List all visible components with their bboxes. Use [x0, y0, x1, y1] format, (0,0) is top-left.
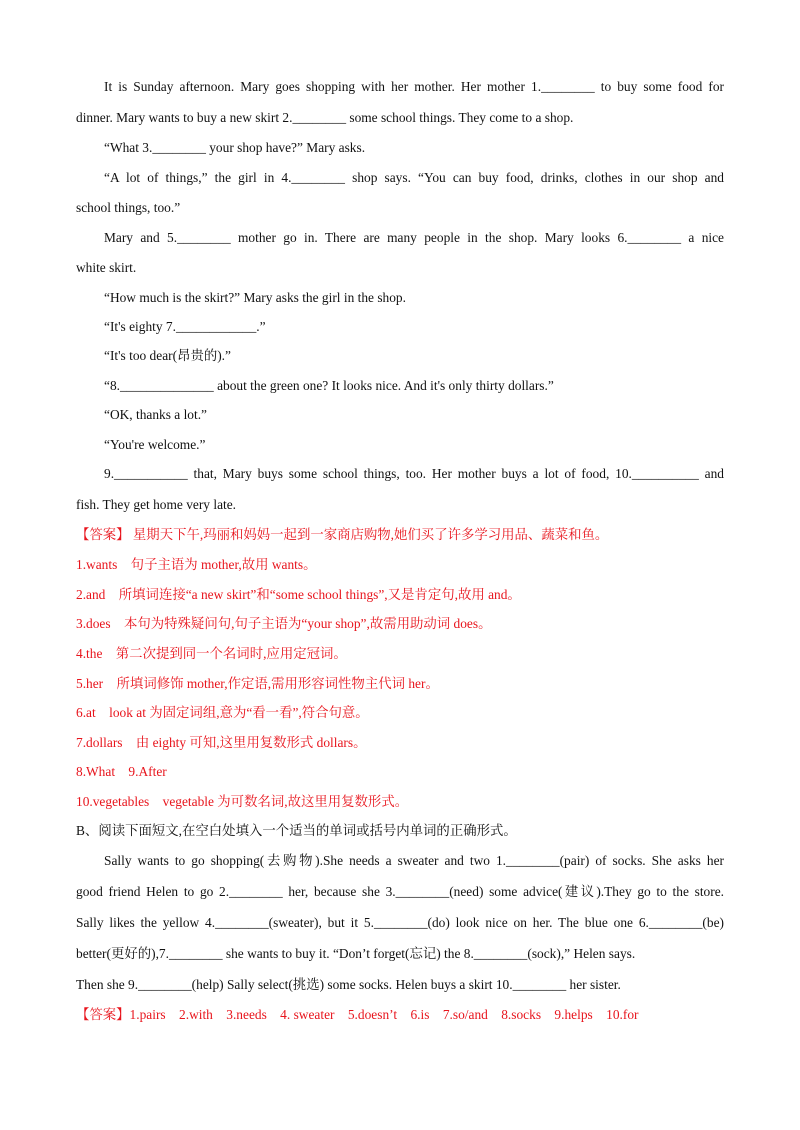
- section-b-answer: 【答案】1.pairs 2.with 3.needs 4. sweater 5.doesn’t 6.is 7.so/and 8.socks 9.helps 10.for: [76, 1007, 639, 1022]
- passage-a-line-9: “It's eighty 7.____________.”: [104, 319, 266, 334]
- section-b-line-2: good friend Helen to go 2.________ her, because she 3.________(need) some advice(建议).They go to the store.: [76, 884, 724, 899]
- answer-a-item-9: 10.vegetables vegetable 为可数名词,故这里用复数形式。: [76, 794, 409, 809]
- passage-a-line-2: dinner. Mary wants to buy a new skirt 2.________ some school things. They come to a shop.: [76, 110, 574, 125]
- passage-a-line-12: “OK, thanks a lot.”: [104, 407, 208, 422]
- answer-a-summary: 【答案】 星期天下午,玛丽和妈妈一起到一家商店购物,她们买了许多学习用品、蔬菜和鱼。: [76, 527, 609, 542]
- section-b-line-4: better(更好的),7.________ she wants to buy it. “Don’t forget(忘记) the 8.________(sock),” Helen says.: [76, 946, 636, 961]
- passage-a-line-10: “It's too dear(昂贵的).”: [104, 348, 231, 363]
- passage-a-line-11: “8.______________ about the green one? It looks nice. And it's only thirty dollars.”: [104, 378, 554, 393]
- section-b-line-3: Sally likes the yellow 4.________(sweater), but it 5.________(do) look nice on her. The blue one 6.________(be): [76, 915, 724, 930]
- passage-a-line-14: 9.___________ that, Mary buys some school things, too. Her mother buys a lot of food, 10.__________ and: [104, 466, 724, 481]
- passage-a-line-6: Mary and 5.________ mother go in. There are many people in the shop. Mary looks 6.________ a nice: [104, 230, 724, 245]
- answer-a-item-8: 8.What 9.After: [76, 764, 167, 779]
- section-b-line-5: Then she 9.________(help) Sally select(挑选) some socks. Helen buys a skirt 10.________ her sister.: [76, 977, 621, 992]
- answer-a-item-6: 6.at look at 为固定词组,意为“看一看”,符合句意。: [76, 705, 369, 720]
- answer-a-item-2: 2.and 所填词连接“a new skirt”和“some school things”,又是肯定句,故用 and。: [76, 587, 521, 602]
- passage-a-line-8: “How much is the skirt?” Mary asks the girl in the shop.: [104, 290, 406, 305]
- passage-a-line-7: white skirt.: [76, 260, 137, 275]
- passage-a-line-3: “What 3.________ your shop have?” Mary asks.: [104, 140, 366, 155]
- answer-a-item-3: 3.does 本句为特殊疑问句,句子主语为“your shop”,故需用助动词 does。: [76, 616, 492, 631]
- passage-a-line-5: school things, too.”: [76, 200, 181, 215]
- passage-a-line-13: “You're welcome.”: [104, 437, 206, 452]
- section-b-line-1: Sally wants to go shopping(去购物).She needs a sweater and two 1.________(pair) of socks. She asks her: [104, 853, 724, 868]
- section-b-heading: B、阅读下面短文,在空白处填入一个适当的单词或括号内单词的正确形式。: [76, 823, 517, 838]
- answer-a-item-7: 7.dollars 由 eighty 可知,这里用复数形式 dollars。: [76, 735, 367, 750]
- answer-a-item-4: 4.the 第二次提到同一个名词时,应用定冠词。: [76, 646, 347, 661]
- passage-a-line-1: It is Sunday afternoon. Mary goes shopping with her mother. Her mother 1.________ to buy some food for: [104, 79, 724, 94]
- passage-a-line-15: fish. They get home very late.: [76, 497, 237, 512]
- answer-a-item-1: 1.wants 句子主语为 mother,故用 wants。: [76, 557, 317, 572]
- answer-a-item-5: 5.her 所填词修饰 mother,作定语,需用形容词性物主代词 her。: [76, 676, 439, 691]
- passage-a-line-4: “A lot of things,” the girl in 4.________ shop says. “You can buy food, drinks, clothes in our shop and: [104, 170, 724, 185]
